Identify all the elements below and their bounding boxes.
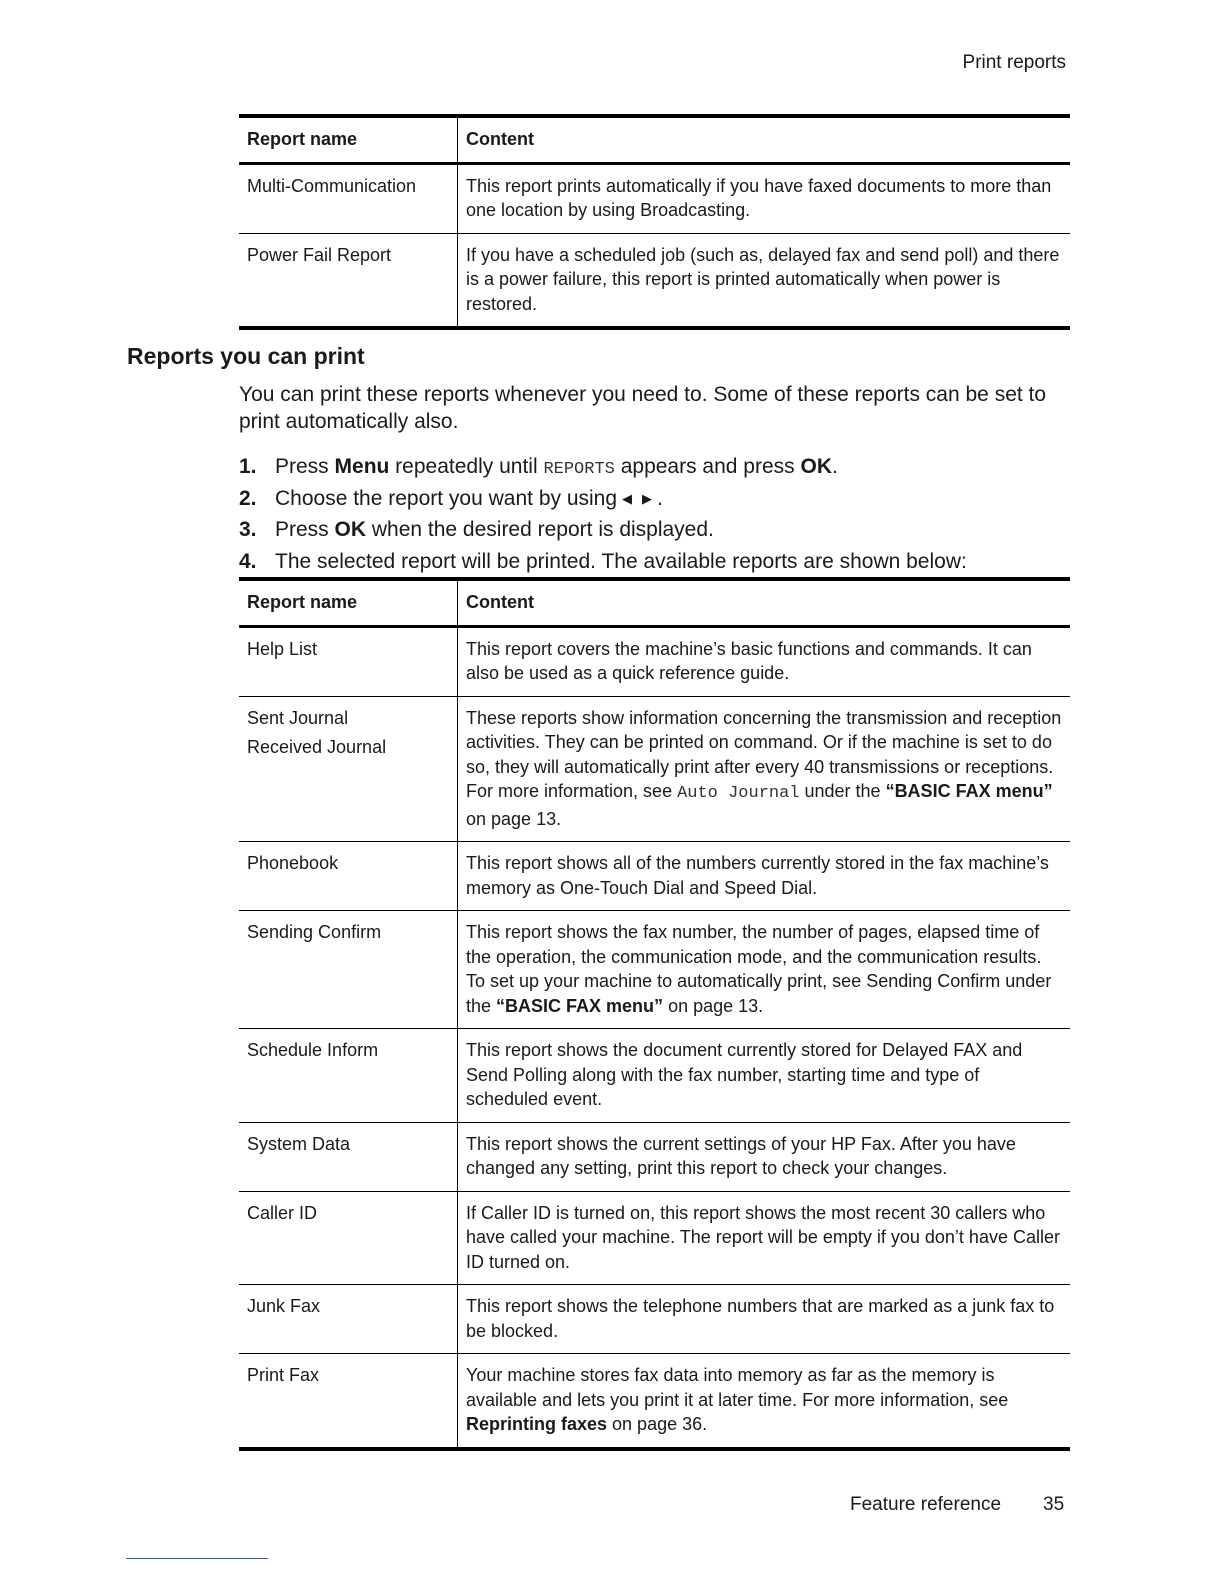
report-name-cell: Help List	[239, 626, 458, 696]
step-number: 1.	[239, 455, 257, 478]
report-name-cell: Power Fail Report	[239, 233, 458, 328]
step-text: .	[832, 455, 838, 478]
step-text: .	[657, 486, 663, 510]
content-text: on page 13.	[466, 808, 562, 829]
content-text: These reports show information concerning the transmission and reception activities. They can be printed on command. Or if the machine is set to do so, they will automatically print after every 40 transmissions or receptions. For more information, see	[466, 707, 1062, 801]
running-header-title: Print reports	[962, 52, 1066, 73]
column-header-report-name: Report name	[239, 579, 458, 626]
report-content-cell: If Caller ID is turned on, this report shows the most recent 30 callers who have called your machine. The report will be empty if you don’t have Caller ID turned on.	[466, 1202, 1060, 1272]
report-name-cell: Print Fax	[239, 1354, 458, 1449]
report-content-cell: This report prints automatically if you have faxed documents to more than one location by using Broadcasting.	[466, 175, 1052, 220]
step-item	[239, 483, 1079, 515]
step-item	[239, 451, 1079, 483]
report-content-cell	[458, 1354, 1071, 1449]
report-name-cell: Phonebook	[239, 842, 458, 911]
content-text: This report shows the fax number, the number of pages, elapsed time of the operation, the communication mode, and the communication results. To set up your machine to automatically print, see Sending Confirm under the	[466, 922, 1052, 1016]
table-row	[239, 1122, 1070, 1191]
step-item	[239, 546, 1079, 578]
table-row	[239, 233, 1070, 328]
content-text: on page 13.	[663, 995, 764, 1016]
step-text: appears and press	[614, 455, 801, 478]
report-name-cell: System Data	[239, 1122, 458, 1191]
table-header-row	[239, 116, 1070, 163]
report-content-cell: This report shows the document currently stored for Delayed FAX and Send Polling along with the fax number, starting time and type of scheduled event.	[466, 1040, 1023, 1109]
step-text: Choose the report you want by using	[275, 486, 618, 510]
cross-reference-link[interactable]: “BASIC FAX menu”	[885, 781, 1053, 801]
step-item	[239, 514, 1079, 546]
report-name-cell: Junk Fax	[239, 1285, 458, 1354]
table-row	[239, 696, 1070, 842]
report-name-cell: Caller ID	[239, 1191, 458, 1285]
report-content-cell: This report shows the telephone numbers that are marked as a junk fax to be blocked.	[466, 1296, 1055, 1341]
table-row	[239, 1191, 1070, 1285]
step-text: Press	[275, 455, 335, 478]
report-content-cell: This report shows all of the numbers currently stored in the fax machine’s memory as One-Touch Dial and Speed Dial.	[466, 853, 1049, 898]
table-row	[239, 1285, 1070, 1354]
menu-key-label: Menu	[334, 455, 390, 478]
content-text: Your machine stores fax data into memory as far as the memory is available and lets you print it at later time. For more information, see	[466, 1365, 1009, 1410]
section-heading: Reports you can print	[127, 343, 365, 369]
table-header-row	[239, 579, 1070, 626]
ok-key-label: OK	[334, 518, 367, 541]
report-content-cell: This report shows the current settings of your HP Fax. After you have changed any setting, print this report to check your changes.	[466, 1133, 1016, 1178]
right-arrow-icon: ▶	[642, 490, 653, 506]
report-name-line: Received Journal	[247, 737, 387, 757]
step-text: Press	[275, 518, 335, 541]
cross-reference-link[interactable]: Reprinting faxes	[466, 1414, 608, 1434]
footer-section-title: Feature reference	[850, 1494, 1002, 1515]
step-text: The selected report will be printed. The available reports are shown below:	[275, 549, 967, 573]
report-name-cell: Sending Confirm	[239, 911, 458, 1029]
report-table-printable	[239, 577, 1070, 1451]
table-row	[239, 1354, 1070, 1449]
report-content-cell: If you have a scheduled job (such as, delayed fax and send poll) and there is a power failure, this report is printed automatically when power is restored.	[466, 244, 1060, 314]
table-row	[239, 1029, 1070, 1123]
step-text: repeatedly until	[389, 455, 544, 478]
report-name-cell: Schedule Inform	[239, 1029, 458, 1123]
report-name-cell: Multi-Communication	[239, 163, 458, 233]
column-header-report-name: Report name	[239, 116, 458, 163]
report-name-cell	[239, 696, 458, 842]
section-intro-paragraph: You can print these reports whenever you need to. Some of these reports can be set to print automatically also.	[239, 383, 1047, 433]
lcd-display-text: REPORTS	[543, 460, 615, 479]
steps-list	[239, 451, 1079, 577]
cross-reference-link[interactable]: “BASIC FAX menu”	[496, 995, 664, 1016]
report-content-cell: This report covers the machine’s basic functions and commands. It can also be used as a quick reference guide.	[466, 638, 1032, 683]
table-row	[239, 163, 1070, 233]
column-header-content: Content	[466, 129, 534, 149]
report-table-auto	[239, 114, 1070, 330]
step-number: 4.	[239, 549, 257, 573]
page-number: 35	[1043, 1494, 1065, 1515]
lcd-menu-text: Auto Journal	[677, 784, 800, 803]
table-row	[239, 911, 1070, 1029]
report-content-cell	[458, 696, 1071, 842]
footnote-divider	[126, 1558, 268, 1559]
report-content-cell	[458, 911, 1071, 1029]
left-arrow-icon: ◀	[622, 490, 633, 506]
table-row	[239, 626, 1070, 696]
step-text: when the desired report is displayed.	[366, 518, 714, 541]
column-header-content: Content	[466, 592, 534, 612]
content-text: under the	[799, 781, 886, 801]
step-number: 3.	[239, 518, 257, 541]
ok-key-label: OK	[800, 455, 832, 478]
content-text: on page 36.	[607, 1414, 708, 1434]
step-number: 2.	[239, 486, 257, 510]
report-name-line: Sent Journal	[247, 707, 349, 728]
table-row	[239, 842, 1070, 911]
